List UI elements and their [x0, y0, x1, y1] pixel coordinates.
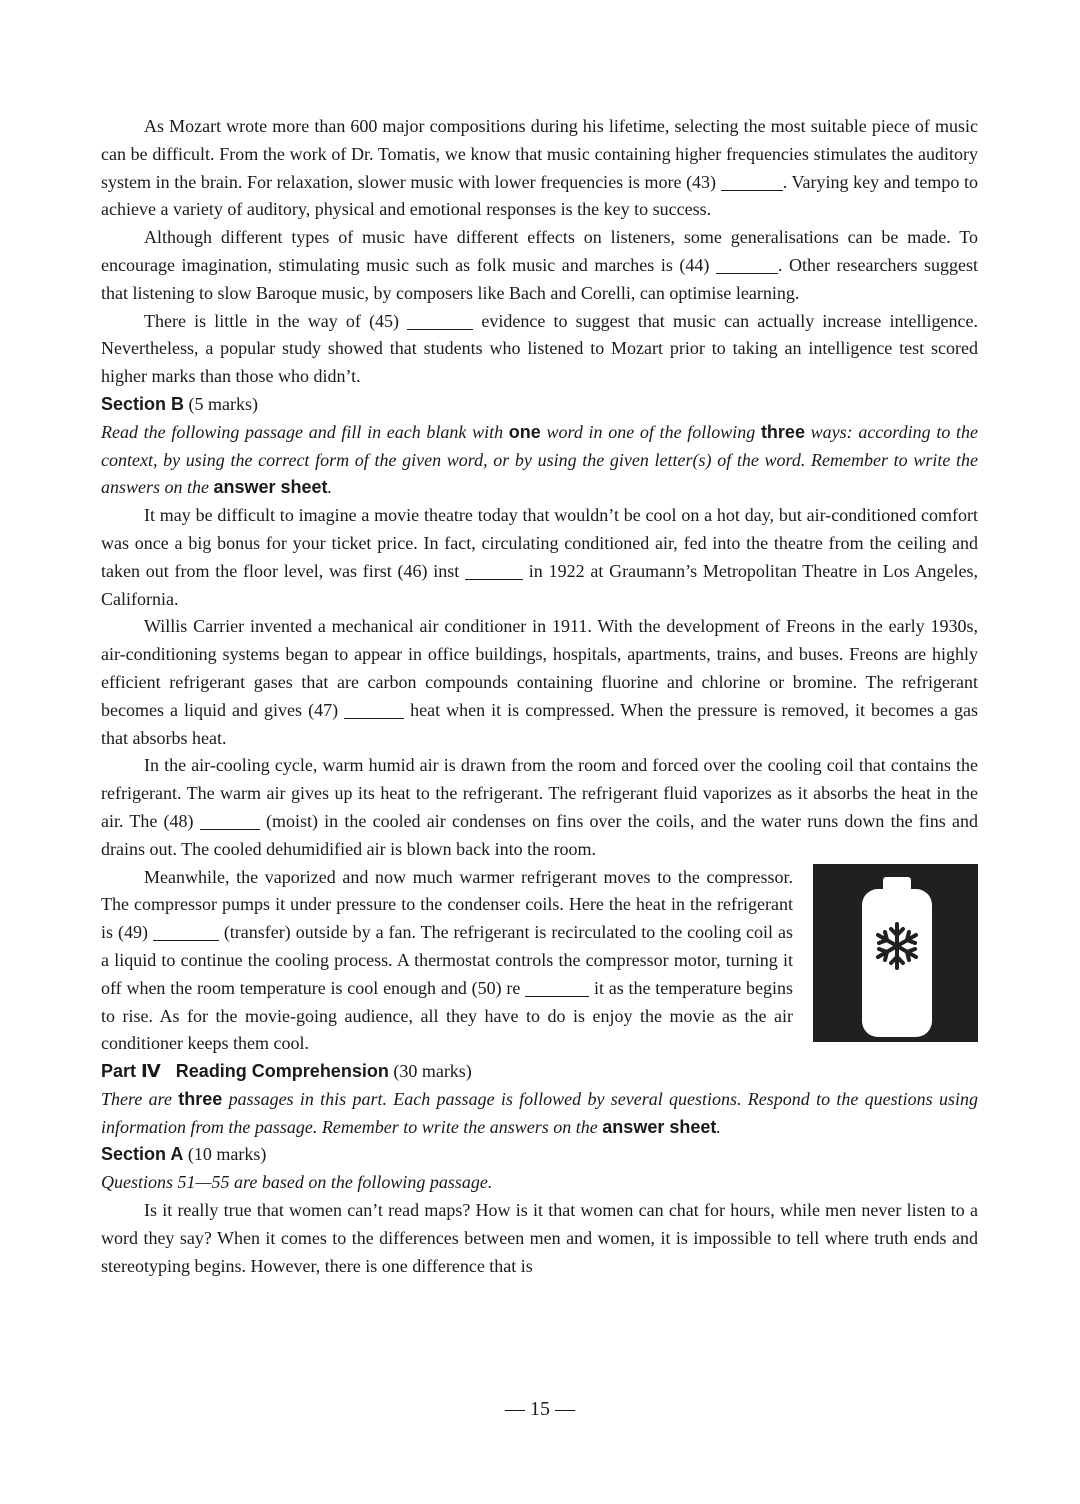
paragraph-compressor: Meanwhile, the vaporized and now much warmer refrigerant moves to the compressor. The compressor pumps it under pressure to the condenser coils. Here the heat in the refrigerant is (49) (transfer) outside by a fan. The refrigerant is recirculated to the cooling coil as a liquid to continue the cooling process. A thermostat controls the compressor motor, turning it off when the room temperature is cool enough and (50) re it as the temperature begins to rise. As for the movie-going audience, all they have to do is enjoy the movie as the air conditioner keeps them cool.: [101, 866, 794, 1054]
questions-note: Questions 51—55 are based on the following passage.: [101, 1172, 493, 1193]
paragraph-intelligence: There is little in the way of (45) evidence to suggest that music can actually increase intelligence. Nevertheless, a popular study showed that students who listened to Mozart prior to taking an intelligence test scored higher marks than those who didn’t.: [101, 310, 978, 387]
snowflake-bottle-icon: [813, 864, 978, 1042]
blank-47[interactable]: [344, 700, 404, 719]
paragraph-men-women: Is it really true that women can’t read maps? How is it that women can chat for hours, while men never listen to a word they say? When it comes to the differences between men and women, it is impossible to tell where truth ends and stereotyping begins. However, there is one difference that is: [101, 1200, 978, 1276]
blank-45[interactable]: [407, 311, 473, 330]
coolant-bottle-figure: [813, 864, 978, 1042]
part-iv-instructions: There are three passages in this part. Each passage is followed by several questions. Respond to the questions using information from the passage. Remember to write the answers on the answer sheet.: [101, 1088, 978, 1137]
section-b-instructions: Read the following passage and fill in each blank with one word in one of the following three ways: according to the context, by using the correct form of the given word, or by using the given letter(s) of the word. Remember to write the answers on the answer sheet.: [101, 421, 978, 498]
part-iv-heading: Part Ⅳ Reading Comprehension (30 marks): [101, 1061, 472, 1082]
page-number: — 15 —: [505, 1398, 575, 1420]
paragraph-carrier: Willis Carrier invented a mechanical air conditioner in 1911. With the development of Freons in the early 1930s, air-conditioning systems began to appear in office buildings, hospitals, apartments, trains, and buses. Freons are highly efficient refrigerant gases that are carbon compounds containing fluorine and chlorine or bromine. The refrigerant becomes a liquid and gives (47) heat when it is compressed. When the pressure is removed, it becomes a gas that absorbs heat.: [101, 616, 978, 748]
blank-49[interactable]: [153, 922, 219, 941]
section-b-heading: Section B (5 marks): [101, 393, 258, 414]
blank-48[interactable]: [200, 811, 260, 830]
blank-46[interactable]: [465, 561, 523, 580]
paragraph-air-cooling: In the air-cooling cycle, warm humid air is drawn from the room and forced over the cooling coil that contains the refrigerant. The warm air gives up its heat to the refrigerant. The refrigerant fluid vaporizes as it absorbs the heat in the air. The (48) (moist) in the cooled air condenses on fins over the coils, and the water runs down the fins and drains out. The cooled dehumidified air is blown back into the room.: [101, 755, 979, 859]
blank-44[interactable]: [716, 255, 778, 274]
paragraph-movie-theatre: It may be difficult to imagine a movie theatre today that wouldn’t be cool on a hot day, but air-conditioned comfort was once a big bonus for your ticket price. In fact, circulating conditioned air, fed into the theatre from the ceiling and taken out from the floor level, was first (46) inst in 1922 at Graumann’s Metropolitan Theatre in Los Angeles, California.: [101, 505, 978, 609]
blank-50[interactable]: [525, 978, 589, 997]
document-page: [101, 113, 978, 1280]
section-a-heading: Section A (10 marks): [101, 1144, 267, 1165]
paragraph-music-types: Although different types of music have different effects on listeners, some generalisations can be made. To encourage imagination, stimulating music such as folk music and marches is (44) . Other researchers suggest that listening to slow Baroque music, by composers like Bach and Corelli, can optimise learning.: [101, 227, 978, 303]
paragraph-mozart: As Mozart wrote more than 600 major compositions during his lifetime, selecting the most suitable piece of music can be difficult. From the work of Dr. Tomatis, we know that music containing higher frequencies stimulates the auditory system in the brain. For relaxation, slower music with lower frequencies is more (43) . Varying key and tempo to achieve a variety of auditory, physical and emotional responses is the key to success.: [101, 116, 978, 220]
blank-43[interactable]: [721, 172, 783, 191]
